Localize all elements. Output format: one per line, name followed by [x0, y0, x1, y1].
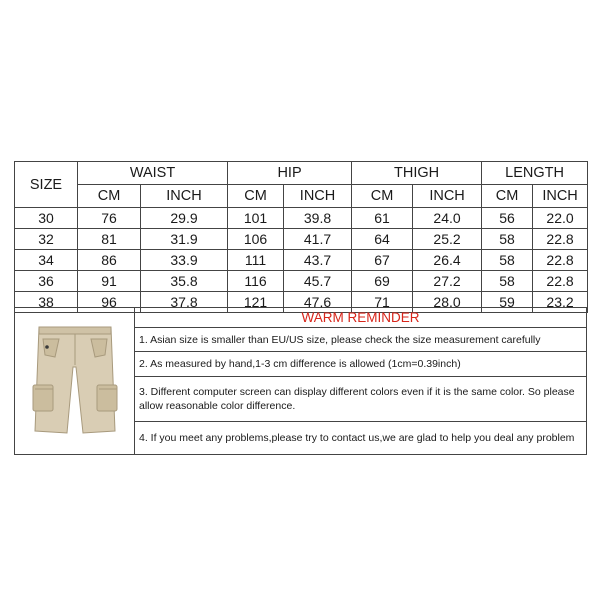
- table-cell: 22.8: [533, 250, 588, 271]
- size-cell: 32: [15, 229, 78, 250]
- reminder-note: 4. If you meet any problems,please try to contact us,we are glad to help you deal any problem: [135, 422, 587, 455]
- header-row-units: [15, 185, 588, 208]
- size-cell: 38: [15, 292, 78, 313]
- table-cell: 86: [78, 250, 141, 271]
- table-row: [15, 271, 588, 292]
- table-cell: 96: [78, 292, 141, 313]
- cargo-shorts-icon: [25, 319, 125, 439]
- size-cell: 36: [15, 271, 78, 292]
- table-cell: 106: [228, 229, 284, 250]
- table-cell: 56: [482, 208, 533, 229]
- hip-header: HIP: [228, 162, 352, 185]
- waist-header: WAIST: [78, 162, 228, 185]
- size-cell: 34: [15, 250, 78, 271]
- table-cell: 22.8: [533, 271, 588, 292]
- reminder-note: 3. Different computer screen can display different colors even if it is the same color. So please allow reasonable color difference.: [135, 377, 587, 422]
- unit-header: CM: [352, 185, 413, 208]
- unit-header: CM: [78, 185, 141, 208]
- table-cell: 33.9: [141, 250, 228, 271]
- unit-header: CM: [228, 185, 284, 208]
- size-cell: 30: [15, 208, 78, 229]
- table-cell: 58: [482, 229, 533, 250]
- table-cell: 58: [482, 250, 533, 271]
- product-image: [15, 308, 135, 455]
- unit-header: CM: [482, 185, 533, 208]
- unit-header: INCH: [141, 185, 228, 208]
- table-cell: 25.2: [413, 229, 482, 250]
- table-cell: 28.0: [413, 292, 482, 313]
- table-cell: 23.2: [533, 292, 588, 313]
- table-cell: 27.2: [413, 271, 482, 292]
- table-cell: 64: [352, 229, 413, 250]
- unit-header: INCH: [284, 185, 352, 208]
- table-cell: 121: [228, 292, 284, 313]
- table-cell: 22.8: [533, 229, 588, 250]
- reminder-note: 2. As measured by hand,1-3 cm difference is allowed (1cm=0.39inch): [135, 352, 587, 377]
- size-header: SIZE: [15, 162, 78, 208]
- table-cell: 58: [482, 271, 533, 292]
- size-chart-table: [14, 161, 588, 313]
- table-cell: 43.7: [284, 250, 352, 271]
- reminder-table: [14, 307, 587, 455]
- reminder-title: WARM REMINDER: [135, 308, 587, 328]
- table-cell: 101: [228, 208, 284, 229]
- table-cell: 71: [352, 292, 413, 313]
- table-row: [15, 229, 588, 250]
- table-cell: 22.0: [533, 208, 588, 229]
- table-cell: 47.6: [284, 292, 352, 313]
- table-cell: 111: [228, 250, 284, 271]
- length-header: LENGTH: [482, 162, 588, 185]
- table-cell: 31.9: [141, 229, 228, 250]
- reminder-note: 1. Asian size is smaller than EU/US size, please check the size measurement carefully: [135, 328, 587, 352]
- table-cell: 39.8: [284, 208, 352, 229]
- table-cell: 41.7: [284, 229, 352, 250]
- table-cell: 76: [78, 208, 141, 229]
- table-cell: 81: [78, 229, 141, 250]
- unit-header: INCH: [413, 185, 482, 208]
- table-cell: 29.9: [141, 208, 228, 229]
- header-row-groups: [15, 162, 588, 185]
- thigh-header: THIGH: [352, 162, 482, 185]
- table-cell: 69: [352, 271, 413, 292]
- table-cell: 26.4: [413, 250, 482, 271]
- table-cell: 116: [228, 271, 284, 292]
- table-cell: 67: [352, 250, 413, 271]
- table-cell: 91: [78, 271, 141, 292]
- table-cell: 59: [482, 292, 533, 313]
- table-cell: 61: [352, 208, 413, 229]
- table-cell: 45.7: [284, 271, 352, 292]
- table-cell: 37.8: [141, 292, 228, 313]
- table-cell: 35.8: [141, 271, 228, 292]
- unit-header: INCH: [533, 185, 588, 208]
- table-row: [15, 250, 588, 271]
- table-cell: 24.0: [413, 208, 482, 229]
- table-row: [15, 208, 588, 229]
